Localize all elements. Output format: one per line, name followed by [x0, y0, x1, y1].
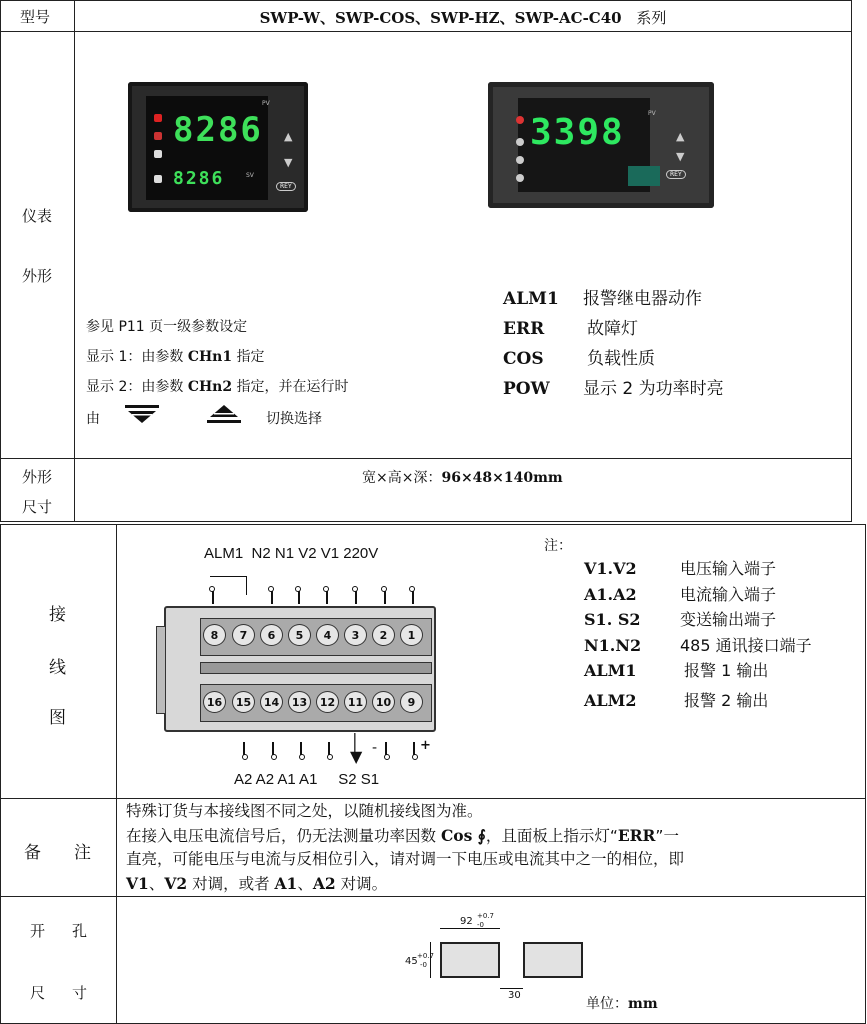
model-value: SWP-W、SWP-COS、SWP-HZ、SWP-AC-C40 [259, 9, 622, 27]
terminal-13: 13 [288, 691, 311, 713]
cutout-hole-right [523, 942, 583, 978]
note-line-1 [86, 312, 349, 342]
wiring-note-desc: 报警 2 输出 [684, 690, 769, 710]
meter-2-key-button: REY [666, 170, 686, 179]
remarks-text-span: 、 [297, 874, 313, 893]
meter-1-sv-tag: SV [246, 172, 254, 179]
model-label: 型号 [20, 8, 51, 26]
minus-sign: - [372, 738, 378, 756]
terminal-2: 2 [372, 624, 395, 646]
size-text [362, 467, 563, 487]
wiring-note-desc: 变送输出端子 [680, 610, 777, 629]
terminal-divider [200, 662, 432, 674]
legend-item [503, 284, 724, 314]
remarks-line-4 [126, 872, 856, 897]
note-param: CHn2 [187, 379, 233, 395]
cutout-label-1: 开 [30, 922, 46, 940]
terminal-pin [355, 590, 357, 604]
up-arrow-icon: ▲ [676, 130, 685, 143]
terminal-10: 10 [372, 691, 395, 713]
terminal-7: 7 [232, 624, 255, 646]
cutout-diagram [400, 906, 600, 1006]
wiring-note-code: N1.N2 [584, 635, 642, 655]
wiring-note-item [584, 633, 812, 659]
terminal-pin [300, 742, 302, 756]
led-white-icon [516, 156, 524, 164]
down-arrow-icon: │ ▼ [350, 733, 363, 766]
up-arrow-icon: ▲ [284, 130, 293, 143]
wiring-note-desc: 报警 1 输出 [684, 661, 769, 680]
remarks-text-span: 、 [148, 874, 165, 893]
row-divider [0, 31, 852, 32]
remarks-bold: A2 [312, 873, 336, 893]
meter-2-pv-display: 3398 [530, 112, 625, 153]
terminal-block-side [156, 626, 166, 714]
wiring-top-labels: ALM1 N2 N1 V2 V1 220V [204, 545, 379, 562]
appearance-label-1: 仪表 [22, 207, 53, 225]
note-text: 显示 2：由参数 [86, 379, 188, 395]
terminal-pin [271, 590, 273, 604]
terminal-pin [326, 590, 328, 604]
terminal-pin [413, 742, 415, 756]
wiring-bottom-labels: A2 A2 A1 A1 S2 S1 [234, 771, 380, 788]
meter-1-pv-display: 8286 [173, 110, 263, 150]
legend-desc: 负载性质 [587, 349, 655, 369]
cutout-width-tol-up: +0.7 [477, 912, 494, 920]
legend-desc: 显示 2 为功率时亮 [583, 379, 724, 399]
terminal-12: 12 [316, 691, 339, 713]
terminal-pin [243, 742, 245, 756]
terminal-pin [272, 742, 274, 756]
cutout-width-value: 92 [460, 916, 473, 927]
legend-code: ERR [503, 319, 545, 339]
terminal-16: 16 [203, 691, 226, 713]
legend-code: ALM1 [503, 289, 559, 309]
wiring-note-item [584, 582, 812, 608]
size-label-2: 尺寸 [22, 498, 53, 516]
wiring-label-1: 接 [49, 605, 66, 625]
cutout-height-value: 45 [405, 956, 418, 967]
legend-desc: 故障灯 [587, 319, 638, 339]
row-divider [0, 896, 866, 897]
cutout-label-4: 寸 [72, 984, 88, 1002]
terminal-6: 6 [260, 624, 283, 646]
cutout-width-line [440, 928, 500, 929]
wiring-notes [584, 556, 812, 713]
terminal-pin [298, 590, 300, 604]
remarks-line-1: 特殊订货与本接线图不同之处，以随机接线图为准。 [126, 802, 483, 820]
size-value: 96×48×140mm [441, 470, 563, 486]
remarks-err: ERR [617, 825, 656, 845]
wiring-note-code: ALM1 [584, 661, 637, 680]
wiring-note-title: 注： [544, 538, 572, 554]
legend-desc: 报警继电器动作 [583, 289, 702, 309]
terminal-pin [385, 742, 387, 756]
remarks-line-3: 直亮，可能电压与电流与反相位引入，请对调一下电压或电流其中之一的相位，即 [126, 850, 685, 868]
wiring-note-desc: 485 通讯接口端子 [680, 635, 812, 655]
switch-prefix: 由 [86, 411, 100, 427]
wiring-note-desc: 电流输入端子 [680, 584, 777, 604]
cutout-label-3: 尺 [30, 984, 46, 1002]
led-white-icon [154, 150, 162, 158]
meter-1-key-button: REY [276, 182, 296, 191]
wiring-label-2: 线 [49, 658, 66, 678]
wiring-note-item [584, 658, 812, 684]
model-suffix: 系列 [636, 9, 667, 27]
terminal-8: 8 [203, 624, 226, 646]
remarks-bold: A1 [274, 873, 298, 893]
switch-line [86, 404, 386, 430]
row-divider [0, 458, 852, 459]
note-line-3 [86, 372, 349, 402]
cutout-label-2: 孔 [72, 922, 88, 940]
terminal-3: 3 [344, 624, 367, 646]
column-divider [116, 524, 117, 1024]
row-divider [0, 798, 866, 799]
terminal-pin [384, 590, 386, 604]
note-text: 指定 [232, 349, 265, 365]
indicator-legend [503, 284, 724, 404]
wiring-note-code: ALM2 [584, 690, 637, 710]
size-prefix: 宽×高×深： [362, 470, 442, 486]
remarks-bold: V1 [126, 873, 149, 893]
meter-1-image [128, 82, 308, 212]
down-arrow-icon: ▼ [676, 150, 685, 163]
led-red-icon [516, 116, 524, 124]
wiring-note-item [584, 556, 812, 582]
cutout-gap-line [500, 988, 523, 989]
terminal-4: 4 [316, 624, 339, 646]
remarks-label-1: 备 [24, 843, 41, 863]
led-white-icon [516, 174, 524, 182]
wiring-label-3: 图 [49, 708, 66, 728]
meter-1-pv-tag: PV [262, 100, 270, 107]
meter-2-image [488, 82, 714, 208]
legend-item [503, 344, 724, 374]
down-arrow-icon: ▼ [284, 156, 293, 169]
cutout-height-line [430, 942, 431, 978]
remarks-text-span: 对调。 [335, 874, 388, 893]
cutout-unit-label: 单位： [586, 996, 628, 1012]
cutout-height-tol-down: -0 [420, 961, 427, 969]
note-text: 指定，并在运行时 [232, 379, 349, 395]
terminal-1: 1 [400, 624, 423, 646]
cutout-hole-left [440, 942, 500, 978]
note-text: 显示 1：由参数 [86, 349, 188, 365]
remarks-text-span: ，且面板上指示灯“ [485, 826, 618, 845]
wiring-note-desc: 电压输入端子 [680, 559, 777, 578]
alm1-contact [210, 576, 247, 595]
remarks-text-span: ”一 [655, 826, 679, 845]
column-divider [74, 0, 75, 522]
wiring-note-item [584, 607, 812, 633]
cutout-unit-value: mm [628, 996, 658, 1012]
up-key-icon [206, 404, 242, 424]
cutout-width-tol-down: -0 [477, 921, 484, 929]
legend-code: POW [503, 379, 550, 399]
terminal-15: 15 [232, 691, 255, 713]
remarks-text-span: 在接入电压电流信号后，仍无法测量功率因数 [126, 826, 441, 845]
terminal-pin [212, 590, 214, 604]
legend-item [503, 314, 724, 344]
led-red-icon [154, 132, 162, 140]
terminal-11: 11 [344, 691, 367, 713]
note-line-2 [86, 342, 349, 372]
terminal-14: 14 [260, 691, 283, 713]
wiring-note-code: A1.A2 [584, 584, 637, 604]
meter-2-lower-window [628, 166, 660, 186]
plus-sign: + [420, 738, 431, 753]
led-white-icon [154, 175, 162, 183]
terminal-5: 5 [288, 624, 311, 646]
meter-1-sv-display: 8286 [173, 168, 225, 189]
appearance-notes [86, 312, 349, 402]
switch-suffix: 切换选择 [266, 411, 322, 427]
note-text: 参见 P11 页一级参数设定 [86, 319, 248, 335]
wiring-note-code: V1.V2 [584, 559, 637, 578]
meter-2-pv-tag: PV [648, 110, 656, 117]
size-label-1: 外形 [22, 468, 53, 486]
note-param: CHn1 [187, 349, 233, 365]
remarks-bold: V2 [164, 873, 188, 893]
led-red-icon [154, 114, 162, 122]
led-white-icon [516, 138, 524, 146]
remarks-label-2: 注 [74, 843, 91, 863]
terminal-pin [328, 742, 330, 756]
cutout-gap-value: 30 [508, 990, 521, 1001]
remarks-line-2 [126, 824, 856, 849]
model-title [74, 7, 852, 28]
terminal-pin [412, 590, 414, 604]
remarks-text [126, 800, 856, 896]
wiring-note-code: S1. S2 [584, 610, 641, 629]
legend-item [503, 374, 724, 404]
legend-code: COS [503, 349, 544, 369]
remarks-text-span: 对调，或者 [187, 874, 275, 893]
terminal-9: 9 [400, 691, 423, 713]
cutout-height-tol-up: +0.7 [417, 952, 434, 960]
wiring-note-item [584, 688, 812, 714]
down-key-icon [124, 404, 160, 424]
cutout-unit [586, 993, 658, 1013]
remarks-cos: Cos ∮ [440, 825, 486, 845]
appearance-label-2: 外形 [22, 267, 53, 285]
